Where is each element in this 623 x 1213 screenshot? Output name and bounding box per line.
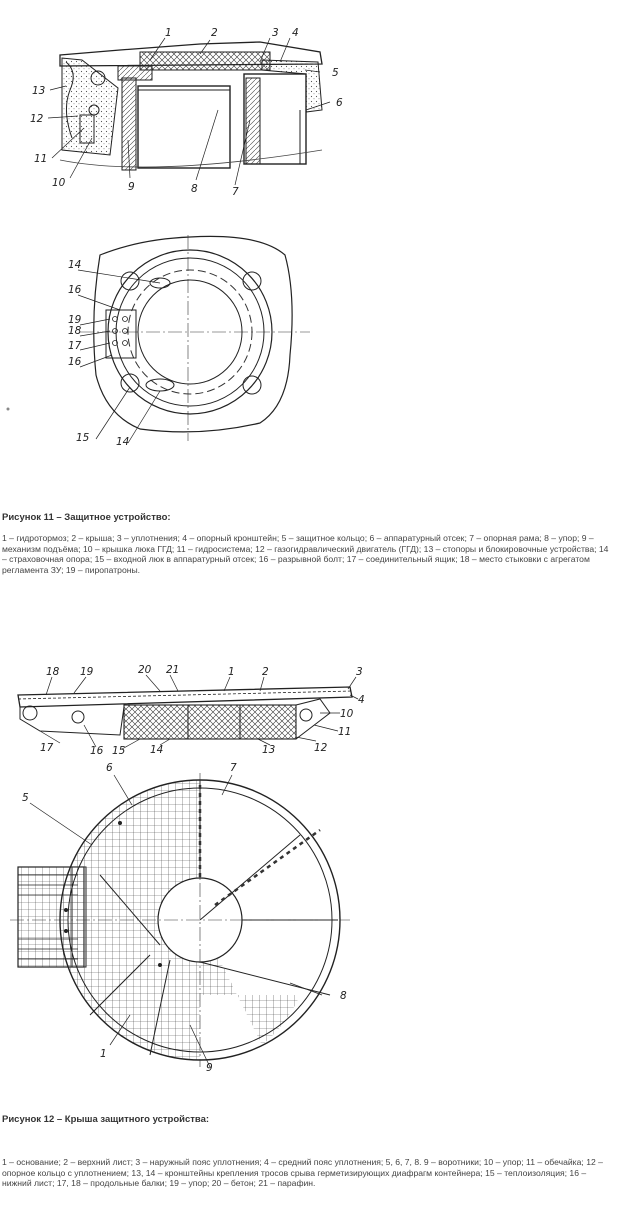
fig11-plan-label-16b: 16 [68, 356, 82, 368]
fig11-label-5: 5 [332, 67, 339, 79]
fig11-plan-label-15: 15 [76, 432, 90, 444]
fig11-plan-label-19: 19 [68, 314, 82, 326]
fig12-label-20: 20 [138, 664, 152, 676]
fig12-label-3: 3 [356, 666, 363, 678]
fig12-label-11: 11 [338, 726, 352, 738]
fig11-label-12: 12 [30, 113, 44, 125]
fig12-label-4: 4 [358, 694, 365, 706]
fig12-label-2: 2 [262, 666, 269, 678]
fig11-label-1: 1 [165, 27, 172, 39]
fig12-label-12: 12 [314, 742, 328, 754]
figure-11-plan-drawing [0, 215, 623, 455]
figure-12-caption-title: Рисунок 12 – Крыша защитного устройства: [2, 1114, 210, 1125]
fig12-plan-label-5: 5 [22, 792, 29, 804]
fig11-plan-label-17: 17 [68, 340, 82, 352]
fig12-label-10: 10 [340, 708, 354, 720]
fig12-plan-label-6: 6 [106, 762, 113, 774]
fig12-label-18: 18 [46, 666, 60, 678]
fig11-label-9: 9 [128, 181, 135, 193]
fig12-label-15: 15 [112, 745, 126, 755]
fig11-plan-label-16a: 16 [68, 284, 82, 296]
fig11-label-10: 10 [52, 177, 66, 189]
fig12-label-17: 17 [40, 742, 54, 754]
figure-11-caption-title: Рисунок 11 – Защитное устройство: [2, 512, 171, 523]
fig11-label-4: 4 [292, 27, 299, 39]
fig11-label-3: 3 [272, 27, 279, 39]
fig12-label-14: 14 [150, 744, 164, 755]
fig12-label-16: 16 [90, 745, 104, 755]
fig11-label-13: 13 [32, 85, 46, 97]
fig11-label-8: 8 [191, 183, 198, 195]
figure-11-section-drawing [0, 0, 623, 215]
fig11-label-7: 7 [232, 186, 239, 198]
fig12-plan-label-7: 7 [230, 762, 237, 774]
fig12-label-1: 1 [228, 666, 235, 678]
fig12-plan-label-1: 1 [100, 1048, 107, 1060]
fig12-label-21: 21 [166, 664, 180, 676]
figure-12-plan-drawing [0, 755, 623, 1075]
fig11-label-6: 6 [336, 97, 343, 109]
fig12-plan-label-9: 9 [206, 1062, 213, 1074]
fig12-label-19: 19 [80, 666, 94, 678]
figure-12-caption-text: 1 – основание; 2 – верхний лист; 3 – наружный пояс уплотнения; 4 – средний пояс уплотнения; 5, 6, 7, 8. 9 – воротники; 10 – упор; 11 – обечайка; 12 – опорное кольцо с уплотнением; 13, 14 – кронштейны крепления тросов срыва герметизирующих диафрагм контейнера; 15 – теплоизоляция; 16 – нижний лист; 17, 18 – продольные балки; 19 – упор; 20 – бетон; 21 – парафин. [2, 1157, 603, 1189]
fig11-label-11: 11 [34, 153, 48, 165]
fig11-plan-label-14b: 14 [116, 436, 130, 448]
fig11-plan-label-18: 18 [68, 325, 82, 337]
fig12-label-13: 13 [262, 744, 276, 755]
figure-12-section-drawing [0, 655, 623, 755]
fig12-plan-label-8: 8 [340, 990, 347, 1002]
figure-11-caption-text: 1 – гидротормоз; 2 – крыша; 3 – уплотнения; 4 – опорный кронштейн; 5 – защитное кольцо; 6 – аппаратурный отсек; 7 – опорная рама; 8 – упор; 9 – механизм подъёма; 10 – крышка люка ГГД; 11 – гидросистема; 12 – газогидравлический двигатель (ГГД); 13 – стопоры и блокировочные устройства; 14 – страховочная опора; 15 – входной люк в аппаратурный отсек; 16 – разрывной болт; 17 – соединительный ящик; 18 – место стыковки с агрегатом регламента ЗУ; 19 – пиропатроны. [2, 533, 609, 575]
fig11-plan-label-14a: 14 [68, 259, 82, 271]
fig11-label-2: 2 [211, 27, 218, 39]
